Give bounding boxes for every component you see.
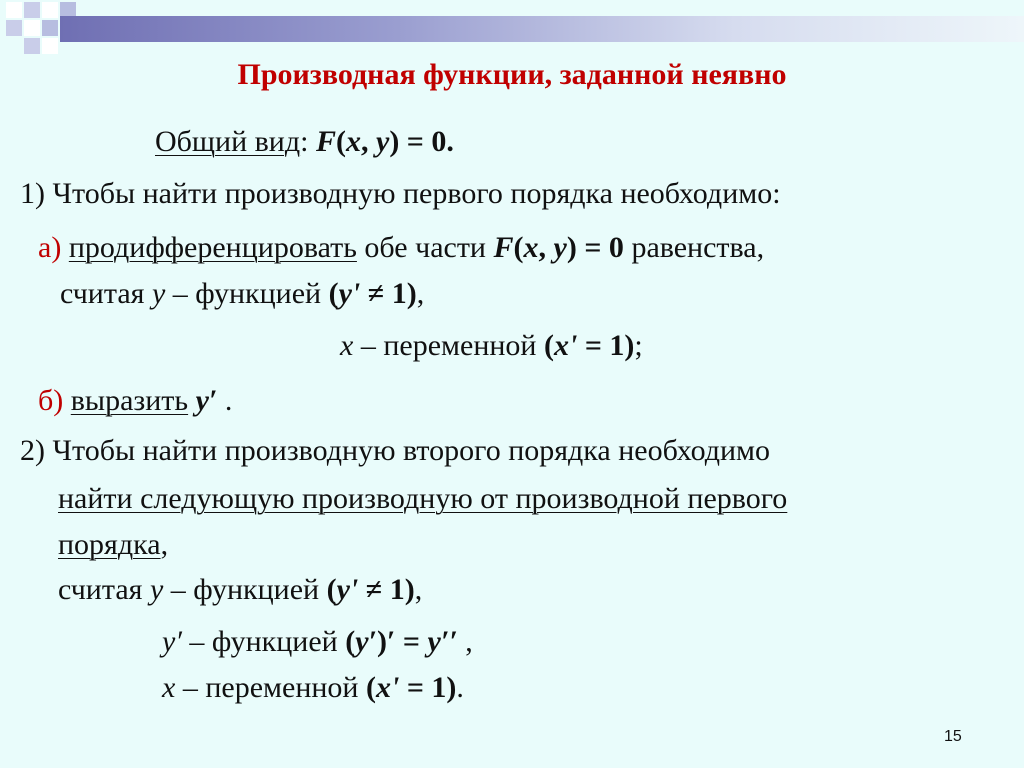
- step1b-action: выразить: [70, 384, 189, 417]
- step2-line4: считая y – функцией (y' ≠ 1),: [58, 573, 423, 606]
- step1a-marker: а): [38, 231, 62, 264]
- step1a-action: продифференцировать: [68, 231, 357, 264]
- step2-line6: x – переменной (x' = 1).: [162, 671, 464, 704]
- function-name: F: [315, 125, 336, 158]
- step1-lead: 1) Чтобы найти производную первого порядка необходимо:: [20, 177, 781, 210]
- step1b-marker: б): [38, 384, 64, 417]
- step1b-line: б) выразить y′ .: [38, 384, 233, 417]
- step2-line2: найти следующую производную от производной первого: [58, 482, 788, 515]
- top-gradient-bar: [60, 16, 1024, 42]
- slide-title: Производная функции, заданной неявно: [237, 58, 787, 91]
- page-number: 15: [944, 728, 962, 745]
- step2-line5: y′ – функцией (y′)′ = y′′ ,: [162, 625, 473, 658]
- step1a-line1: а) продифференцировать обе части F(x, y) = 0 равенства,: [38, 231, 765, 264]
- step2-lead: 2) Чтобы найти производную второго порядка необходимо: [20, 434, 771, 467]
- step1a-line3: x – переменной (x' = 1);: [340, 329, 643, 362]
- step2-line3: порядка,: [58, 528, 169, 561]
- general-form-line: Общий вид: F(x, y) = 0.: [155, 125, 454, 158]
- step1a-line2: считая y – функцией (y' ≠ 1),: [60, 277, 425, 310]
- general-form-label: Общий вид: [155, 125, 301, 158]
